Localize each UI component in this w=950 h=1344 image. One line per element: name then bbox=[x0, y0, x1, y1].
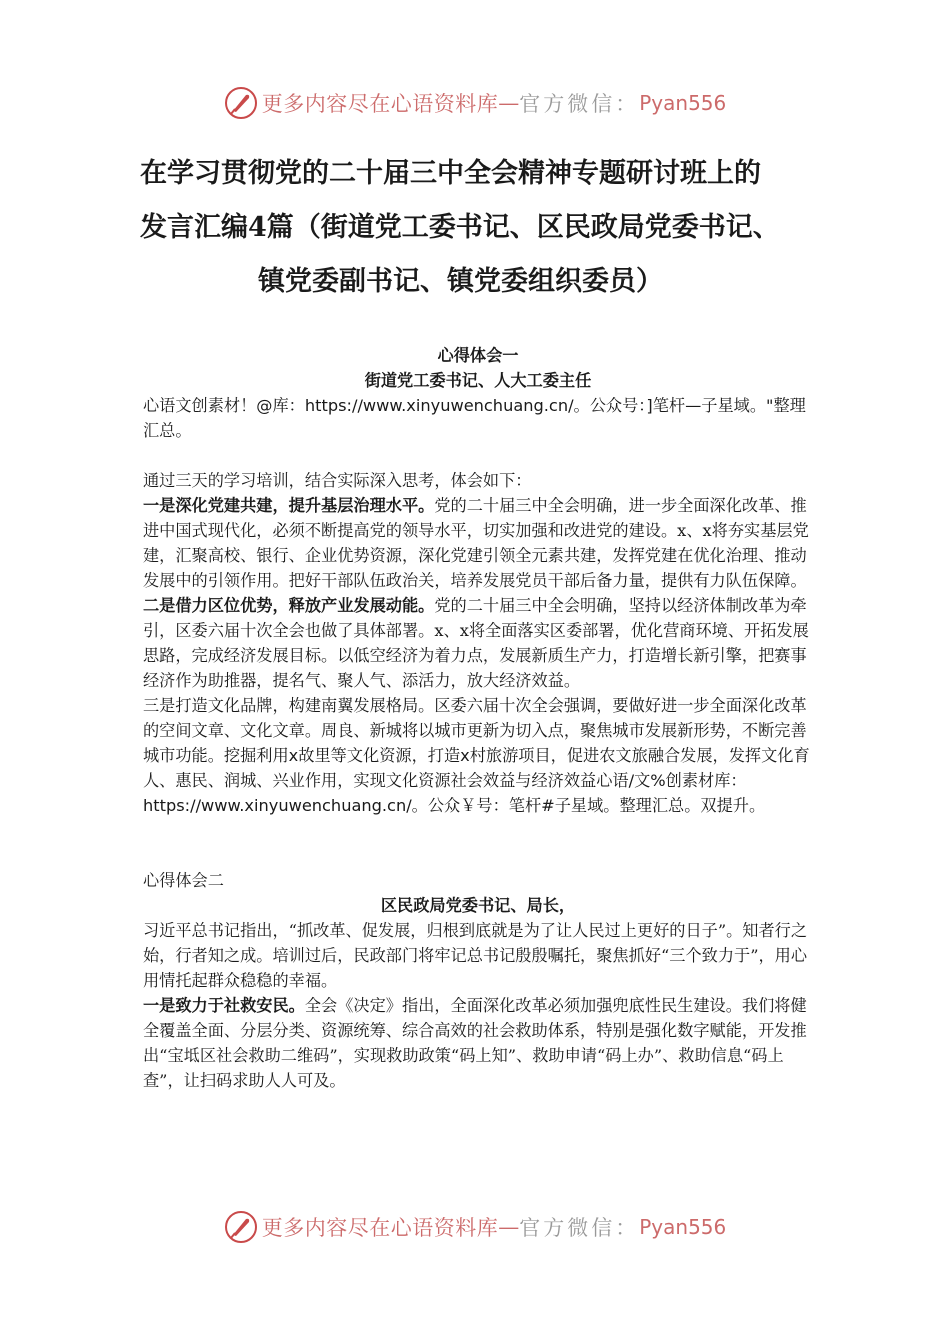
section1-point3: 三是打造文化品牌，构建南翼发展格局。区委六届十次全会强调，要做好进一步全面深化改革的空间文章、文化文章。周良、新城将以城市更新为切入点，聚焦城市发展新形势，不断完善城市功能。挖掘利用x故里等文化资源，打造x村旅游项目，促进农文旅融合发展，发挥文化育人、惠民、润城、兴业作用，实现文化资源社会效益与经济效益心语/文%创素材库：https://www.xinyuwenchuang.cn/。公众￥号：笔杆#子星域。整理汇总。双提升。 bbox=[143, 696, 810, 815]
section1-heading: 心得体会一 bbox=[437, 346, 519, 365]
footer-banner bbox=[0, 1207, 950, 1247]
section2-subheading: 区民政局党委书记、局长， bbox=[380, 896, 576, 915]
section1-subheading: 街道党工委书记、人大工委主任 bbox=[364, 371, 592, 390]
section1-point2-lead: 二是借力区位优势，释放产业发展动能。 bbox=[143, 596, 435, 615]
banner-wechat-label: 官方微信： bbox=[519, 92, 640, 116]
footer-banner-separator: — bbox=[498, 1215, 520, 1239]
section1-point2 bbox=[143, 593, 813, 693]
section2-point1-body: 全会《决定》指出，全面深化改革必须加强兜底性民生建设。我们将健全覆盖全面、分层分类、资源统筹、综合高效的社会救助体系，特别是强化数字赋能，开发推出“宝坻区社会救助二维码”，实现救助政策“码上知”、救助申请“码上办”、救助信息“码上查”，让扫码求助人人可及。 bbox=[143, 996, 807, 1090]
footer-banner-wechat-label: 官方微信： bbox=[519, 1216, 640, 1240]
section2-point1 bbox=[143, 993, 813, 1093]
banner-separator: — bbox=[498, 91, 520, 115]
banner-wechat-id: Pyan556 bbox=[639, 91, 727, 115]
section2-heading: 心得体会二 bbox=[143, 871, 224, 890]
section1-point1 bbox=[143, 493, 813, 593]
section1-point1-lead: 一是深化党建共建，提升基层治理水平。 bbox=[143, 496, 435, 515]
section1-source-note: 心语文创素材！@库：https://www.xinyuwenchuang.cn/。公众号：]笔杆—子星域。"整理汇总。 bbox=[143, 396, 806, 440]
title-line-1: 在学习贯彻党的二十届三中全会精神专题研讨班上的 bbox=[140, 158, 761, 189]
footer-banner-wechat-id: Pyan556 bbox=[639, 1215, 727, 1239]
footer-banner-text: 更多内容尽在心语资料库 bbox=[261, 1216, 499, 1240]
title-line-3: 镇党委副书记、镇党委组织委员） bbox=[258, 266, 663, 297]
header-banner bbox=[0, 83, 950, 123]
section1-intro: 通过三天的学习培训，结合实际深入思考，体会如下： bbox=[143, 471, 532, 490]
section1-point2-body: 党的二十届三中全会明确，坚持以经济体制改革为牵引，区委六届十次全会也做了具体部署。x、x将全面落实区委部署，优化营商环境、开拓发展思路，完成经济发展目标。以低空经济为着力点，发展新质生产力，打造增长新引擎，把赛事经济作为助推器，提名气、聚人气、添活力，放大经济效益。 bbox=[143, 596, 809, 690]
quill-pen-icon bbox=[224, 1210, 258, 1244]
banner-text: 更多内容尽在心语资料库 bbox=[261, 92, 499, 116]
section1-point1-body: 党的二十届三中全会明确，进一步全面深化改革、推进中国式现代化，必须不断提高党的领导水平，切实加强和改进党的建设。x、x将夯实基层党建，汇聚高校、银行、企业优势资源，深化党建引领全元素共建，发挥党建在优化治理、推动发展中的引领作用。把好干部队伍政治关，培养发展党员干部后备力量，提供有力队伍保障。 bbox=[143, 496, 809, 590]
title-line-2: 发言汇编4篇（街道党工委书记、区民政局党委书记、 bbox=[140, 212, 780, 243]
document-title bbox=[140, 147, 830, 309]
section2-point1-lead: 一是致力于社救安民。 bbox=[143, 996, 305, 1015]
document-body bbox=[143, 343, 813, 1093]
quill-pen-icon bbox=[224, 86, 258, 120]
section2-intro: 习近平总书记指出，“抓改革、促发展，归根到底就是为了让人民过上更好的日子”。知者行之始，行者知之成。培训过后，民政部门将牢记总书记殷殷嘱托，聚焦抓好“三个致力于”，用心用情托起群众稳稳的幸福。 bbox=[143, 921, 808, 990]
